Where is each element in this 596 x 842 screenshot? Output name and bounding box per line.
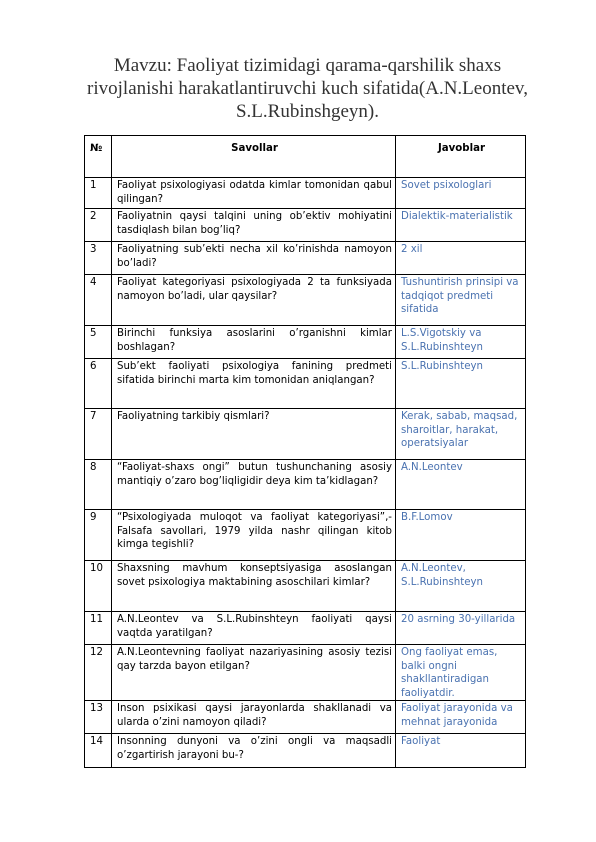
row-question: A.N.Leontev va S.L.Rubinshteyn faoliyati qaysi vaqtda yaratilgan? <box>112 612 396 645</box>
row-answer: Tushuntirish prinsipi va tadqiqot predmeti sifatida <box>396 275 526 326</box>
row-answer: A.N.Leontev, S.L.Rubinshteyn <box>396 561 526 612</box>
row-number: 6 <box>85 359 112 409</box>
table-row <box>85 734 526 768</box>
row-number: 14 <box>85 734 112 768</box>
qa-table <box>84 135 526 768</box>
row-answer: Sovet psixologlari <box>396 178 526 209</box>
row-question: A.N.Leontevning faoliyat nazariyasining asosiy tezisi qay tarzda bayon etilgan? <box>112 645 396 701</box>
row-number: 13 <box>85 701 112 734</box>
row-answer: Faoliyat <box>396 734 526 768</box>
header-questions: Savollar <box>112 136 396 178</box>
row-number: 1 <box>85 178 112 209</box>
table-row <box>85 645 526 701</box>
row-answer: L.S.Vigotskiy va S.L.Rubinshteyn <box>396 326 526 359</box>
row-answer: Kerak, sabab, maqsad, sharoitlar, harakat, operatsiyalar <box>396 409 526 460</box>
row-answer: S.L.Rubinshteyn <box>396 359 526 409</box>
row-question: Faoliyatning sub’ekti necha xil ko’rinishda namoyon bo’ladi? <box>112 242 396 275</box>
table-row <box>85 359 526 409</box>
table-row <box>85 409 526 460</box>
row-question: Birinchi funksiya asoslarini o’rganishni kimlar boshlagan? <box>112 326 396 359</box>
table-row <box>85 510 526 561</box>
row-number: 3 <box>85 242 112 275</box>
row-number: 11 <box>85 612 112 645</box>
header-answers: Javoblar <box>396 136 526 178</box>
table-row <box>85 178 526 209</box>
row-answer: Faoliyat jarayonida va mehnat jarayonida <box>396 701 526 734</box>
row-answer: A.N.Leontev <box>396 460 526 510</box>
page-title: Mavzu: Faoliyat tizimidagi qarama-qarshilik shaxs rivojlanishi harakatlantiruvchi kuch sifatida(A.N.Leontev, S.L.Rubinshgeyn). <box>87 55 528 122</box>
row-question: Inson psixikasi qaysi jarayonlarda shakllanadi va ularda o’zini namoyon qiladi? <box>112 701 396 734</box>
table-row <box>85 561 526 612</box>
row-number: 7 <box>85 409 112 460</box>
row-question: Faoliyat kategoriyasi psixologiyada 2 ta funksiyada namoyon bo’ladi, ular qaysilar? <box>112 275 396 326</box>
table-row <box>85 612 526 645</box>
row-question: Faoliyatnin qaysi talqini uning ob’ektiv mohiyatini tasdiqlash bilan bog’liq? <box>112 209 396 242</box>
row-question: Shaxsning mavhum konseptsiyasiga asoslangan sovet psixologiya maktabining asoschilari kimlar? <box>112 561 396 612</box>
row-question: Insonning dunyoni va o’zini ongli va maqsadli o’zgartirish jarayoni bu-? <box>112 734 396 768</box>
row-answer: B.F.Lomov <box>396 510 526 561</box>
table-row <box>85 701 526 734</box>
table-row <box>85 326 526 359</box>
row-question: Faoliyat psixologiyasi odatda kimlar tomonidan qabul qilingan? <box>112 178 396 209</box>
row-question: Sub’ekt faoliyati psixologiya fanining predmeti sifatida birinchi marta kim tomonidan aniqlangan? <box>112 359 396 409</box>
row-number: 12 <box>85 645 112 701</box>
row-question: “Psixologiyada muloqot va faoliyat kategoriyasi”,- Falsafa savollari, 1979 yilda nashr qilingan kitob kimga tegishli? <box>112 510 396 561</box>
row-answer: Dialektik-materialistik <box>396 209 526 242</box>
row-answer: Ong faoliyat emas, balki ongni shakllantiradigan faoliyatdir. <box>396 645 526 701</box>
row-question: “Faoliyat-shaxs ongi” butun tushunchaning asosiy mantiqiy o’zaro bog’liqligidir deya kim ta’kidlagan? <box>112 460 396 510</box>
table-header-row <box>85 136 526 178</box>
row-answer: 20 asrning 30-yillarida <box>396 612 526 645</box>
row-answer: 2 xil <box>396 242 526 275</box>
row-number: 2 <box>85 209 112 242</box>
table-row <box>85 275 526 326</box>
table-row <box>85 242 526 275</box>
table-row <box>85 209 526 242</box>
row-number: 9 <box>85 510 112 561</box>
row-question: Faoliyatning tarkibiy qismlari? <box>112 409 396 460</box>
row-number: 5 <box>85 326 112 359</box>
row-number: 8 <box>85 460 112 510</box>
row-number: 4 <box>85 275 112 326</box>
header-number: № <box>85 136 112 178</box>
table-row <box>85 460 526 510</box>
row-number: 10 <box>85 561 112 612</box>
